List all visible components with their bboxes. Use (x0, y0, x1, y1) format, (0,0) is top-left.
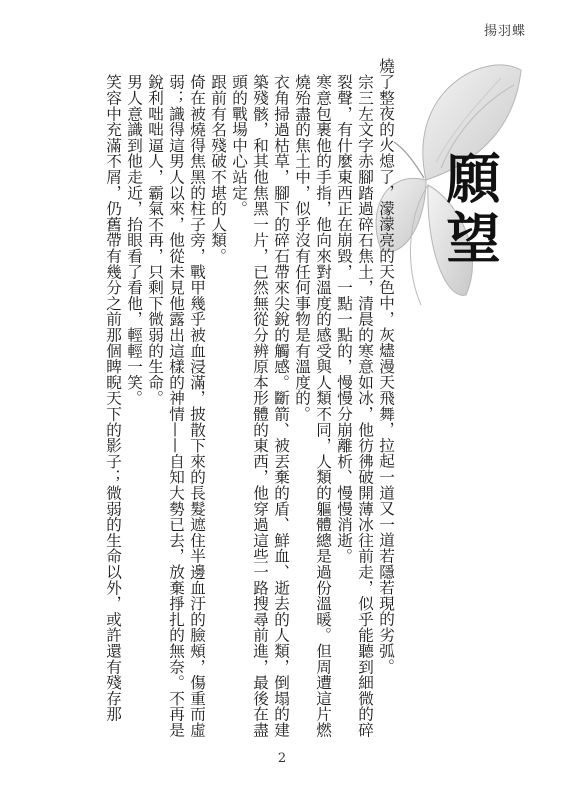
body-text (34, 58, 396, 738)
paragraph: 跟前有名殘破不堪的人類。 (209, 74, 227, 264)
paragraph: 寒意包裹他的手指，他向來對溫度的感受與人類不同，人類的軀體總是過份溫暖。但周遭這片燃燒殆盡的焦土中，似乎沒有任何事物是有溫度的。 (293, 74, 332, 738)
paragraph: 笑容中充滿不屑，仍舊帶有幾分之前那個睥睨天下的影子；微弱的生命以外，或許還有殘存那 (104, 74, 122, 722)
paragraph: 衣角掃過枯草，腳下的碎石帶來尖銳的觸感。斷箭、被丟棄的盾、鮮血、逝去的人類，倒塌的建築殘骸，和其他焦黑一片，已然無從分辨原本形體的東西，他穿過這些一路搜尋前進，最後在盡頭的戰場中心站定。 (230, 74, 290, 738)
paragraph: 男人意識到他走近，抬眼看了看他，輕輕一笑。 (125, 74, 143, 406)
page-number: 2 (277, 751, 287, 766)
paragraph: 燒了整夜的火熄了，濛濛亮的天色中，灰燼漫天飛舞，拉起一道又一道若隱若現的劣弧。 (377, 58, 395, 675)
chapter-title: 願望 (438, 150, 502, 270)
paragraph: 宗三左文字赤腳踏過碎石焦土，清晨的寒意如冰，他彷彿破開薄冰往前走，似乎能聽到細微的碎裂聲，有什麼東西正在崩毀，一點一點的，慢慢分崩離析、慢慢消逝。 (335, 74, 374, 738)
author-name: 揚羽蝶 (483, 24, 526, 39)
paragraph: 倚在被燒得焦黑的柱子旁，戰甲幾乎被血浸滿，披散下來的長髮遮住半邊血汙的臉頰，傷重而虛弱；識得這男人以來，他從未見他露出這樣的神情——自知大勢已去，放棄掙扎的無奈。不再是銳利咄咄逼人，霸氣不再，只剩下微弱的生命。 (146, 74, 206, 738)
